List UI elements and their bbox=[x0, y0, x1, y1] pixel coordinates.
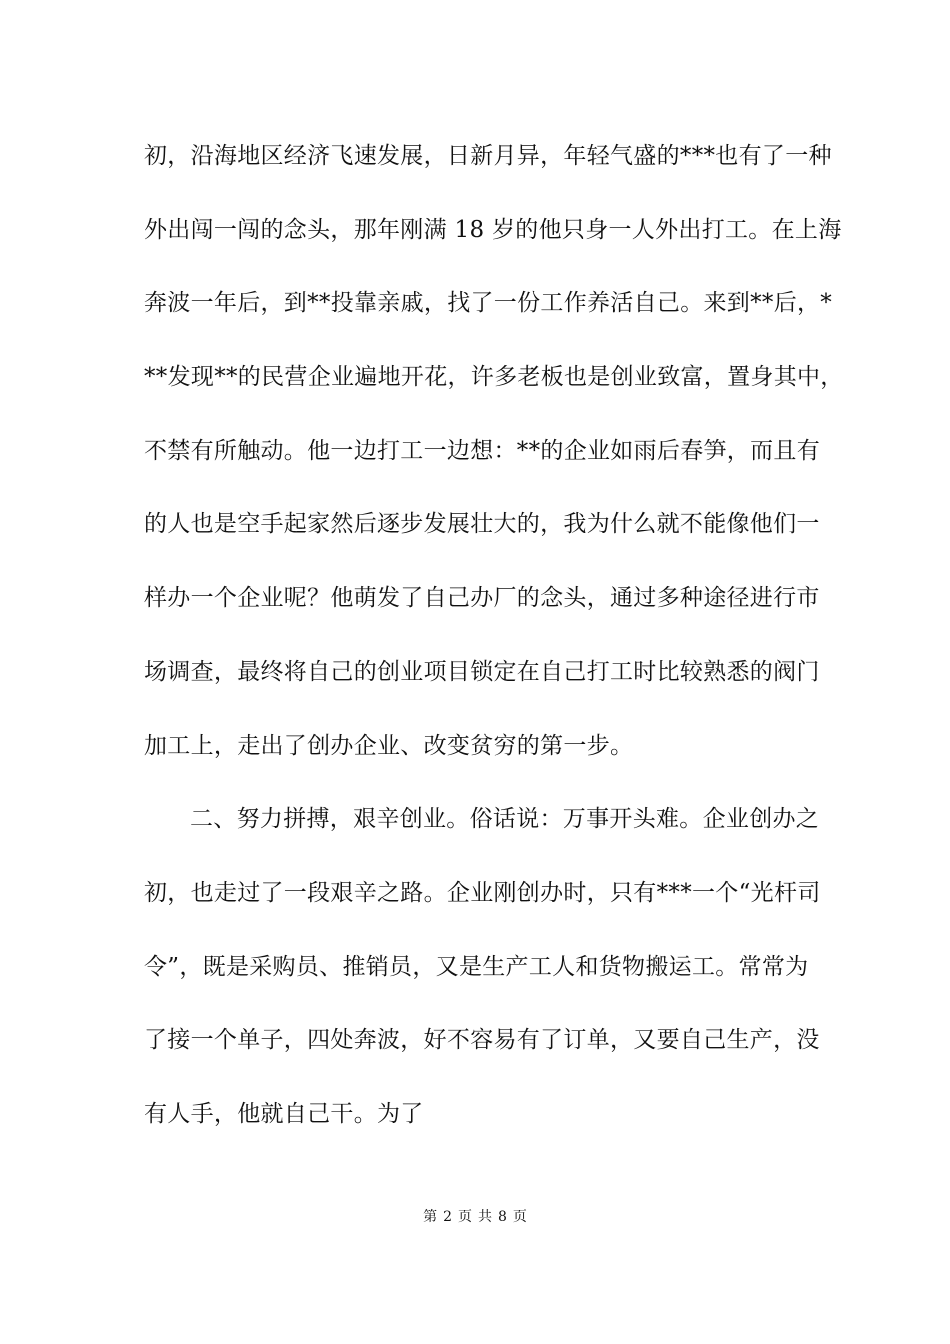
text-line: 不禁有所触动。他一边打工一边想：**的企业如雨后春笋，而且有 bbox=[144, 437, 820, 464]
page-footer bbox=[0, 1206, 950, 1226]
current-page-number: 2 bbox=[443, 1209, 452, 1225]
text-line: 的人也是空手起家然后逐步发展壮大的，我为什么就不能像他们一 bbox=[144, 511, 820, 538]
text-line: 了接一个单子，四处奔波，好不容易有了订单，又要自己生产，没 bbox=[144, 1027, 820, 1054]
text-line: 外出闯一闯的念头，那年刚满 18 岁的他只身一人外出打工。在上海 bbox=[144, 216, 842, 243]
total-pages-number: 8 bbox=[498, 1209, 507, 1225]
page-label: 第 bbox=[423, 1209, 438, 1225]
text-line: 初，也走过了一段艰辛之路。企业刚创办时，只有***一个“光杆司 bbox=[144, 879, 821, 906]
text-line: 奔波一年后，到**投靠亲戚，找了一份工作养活自己。来到**后，* bbox=[144, 290, 833, 317]
text-line: 初，沿海地区经济飞速发展，日新月异，年轻气盛的***也有了一种 bbox=[144, 143, 832, 169]
text-line: 有人手，他就自己干。为了 bbox=[144, 1100, 424, 1127]
text-line: **发现**的民营企业遍地开花，许多老板也是创业致富，置身其中， bbox=[144, 364, 844, 391]
text-line: 场调查，最终将自己的创业项目锁定在自己打工时比较熟悉的阀门 bbox=[144, 658, 820, 685]
text-line: 样办一个企业呢？他萌发了自己办厂的念头，通过多种途径进行市 bbox=[144, 585, 820, 612]
paragraph-heading-line: 二、努力拼搏，艰辛创业。俗话说：万事开头难。企业创办之 bbox=[190, 806, 820, 833]
text-line: 令”，既是采购员、推销员，又是生产工人和货物搬运工。常常为 bbox=[144, 953, 809, 980]
text-line: 加工上，走出了创办企业、改变贫穷的第一步。 bbox=[144, 732, 634, 759]
page-word: 页 bbox=[458, 1209, 472, 1225]
total-label: 共 bbox=[478, 1209, 492, 1225]
body-text bbox=[144, 132, 844, 1164]
total-word: 页 bbox=[512, 1209, 527, 1225]
